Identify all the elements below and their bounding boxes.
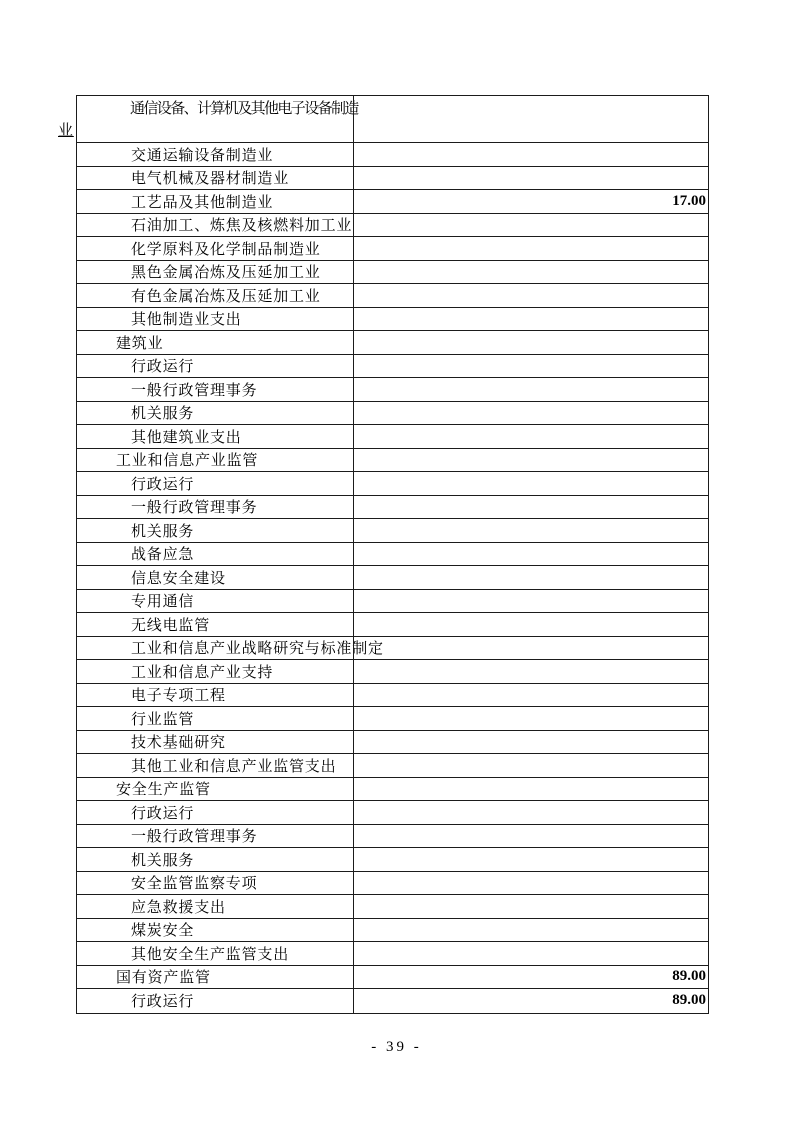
row-label: 工业和信息产业监管 xyxy=(116,453,259,470)
row-label: 建筑业 xyxy=(116,335,164,352)
row-label: 化学原料及化学制品制造业 xyxy=(131,241,321,258)
budget-table xyxy=(58,95,709,1014)
row-value xyxy=(353,825,708,848)
row-value: 17.00 xyxy=(353,190,708,213)
table-row xyxy=(77,237,708,261)
row-label: 黑色金属冶炼及压延加工业 xyxy=(131,265,321,282)
row-value xyxy=(353,355,708,378)
row-label: 行业监管 xyxy=(131,711,195,728)
row-value xyxy=(353,566,708,589)
table-row xyxy=(77,660,708,684)
row-value xyxy=(353,402,708,425)
table-row xyxy=(77,778,708,802)
row-value xyxy=(353,543,708,566)
table-row xyxy=(77,801,708,825)
row-label: 一般行政管理事务 xyxy=(131,829,258,846)
row-label: 行政运行 xyxy=(131,994,195,1011)
table-row xyxy=(77,872,708,896)
row-label: 其他建筑业支出 xyxy=(131,429,242,446)
row-label: 战备应急 xyxy=(131,547,195,564)
row-label: 工艺品及其他制造业 xyxy=(131,194,274,211)
table-row xyxy=(77,613,708,637)
row-label: 交通运输设备制造业 xyxy=(131,147,274,164)
row-value xyxy=(353,449,708,472)
row-value xyxy=(353,308,708,331)
row-label: 信息安全建设 xyxy=(131,570,226,587)
table-row xyxy=(77,143,708,167)
row-label: 机关服务 xyxy=(131,523,195,540)
row-label: 行政运行 xyxy=(131,476,195,493)
row-value xyxy=(353,214,708,237)
row-label: 无线电监管 xyxy=(131,617,211,634)
table-row xyxy=(58,96,708,143)
row-value: 89.00 xyxy=(353,966,708,989)
row-value xyxy=(353,472,708,495)
row-value xyxy=(353,378,708,401)
row-value xyxy=(353,143,708,166)
table-row xyxy=(77,214,708,238)
row-label: 有色金属冶炼及压延加工业 xyxy=(131,288,321,305)
row-value xyxy=(353,637,708,660)
row-value xyxy=(353,801,708,824)
row-label: 机关服务 xyxy=(131,852,195,869)
row-label: 电子专项工程 xyxy=(131,688,226,705)
row-label: 行政运行 xyxy=(131,805,195,822)
table-row xyxy=(77,966,708,990)
table-row xyxy=(77,284,708,308)
table-row xyxy=(77,331,708,355)
row-value xyxy=(353,284,708,307)
row-label: 专用通信 xyxy=(131,594,195,611)
row-label xyxy=(58,96,358,142)
table-row xyxy=(77,731,708,755)
row-label: 其他制造业支出 xyxy=(131,312,242,329)
row-value xyxy=(353,167,708,190)
row-value xyxy=(353,496,708,519)
table-row xyxy=(77,707,708,731)
row-value xyxy=(353,942,708,965)
table-row xyxy=(77,308,708,332)
table-row xyxy=(77,519,708,543)
table-row xyxy=(77,355,708,379)
row-value xyxy=(353,261,708,284)
row-value xyxy=(353,684,708,707)
table-row xyxy=(77,190,708,214)
row-value xyxy=(353,919,708,942)
row-label: 电气机械及器材制造业 xyxy=(131,171,290,188)
row-value xyxy=(353,237,708,260)
row-label: 石油加工、炼焦及核燃料加工业 xyxy=(131,218,353,235)
row-label: 一般行政管理事务 xyxy=(131,382,258,399)
row-label: 行政运行 xyxy=(131,359,195,376)
table-row xyxy=(77,496,708,520)
table-row xyxy=(77,919,708,943)
row-label: 国有资产监管 xyxy=(116,970,211,987)
row-value xyxy=(353,590,708,613)
table-row xyxy=(77,402,708,426)
table-row xyxy=(77,167,708,191)
table-row xyxy=(77,543,708,567)
row-label-line1: 通信设备、计算机及其他电子设备制造 xyxy=(130,101,358,117)
row-label: 其他安全生产监管支出 xyxy=(131,946,290,963)
row-value xyxy=(353,425,708,448)
row-value xyxy=(353,872,708,895)
table-row xyxy=(77,472,708,496)
row-value xyxy=(353,519,708,542)
row-label: 应急救援支出 xyxy=(131,899,226,916)
row-label: 其他工业和信息产业监管支出 xyxy=(131,758,337,775)
row-label: 工业和信息产业战略研究与标准制定 xyxy=(131,641,384,658)
row-label: 技术基础研究 xyxy=(131,735,226,752)
row-label: 安全生产监管 xyxy=(116,782,211,799)
row-value xyxy=(353,754,708,777)
row-label-line2: 业 xyxy=(58,123,74,139)
page-number: - 39 - xyxy=(371,1039,422,1055)
row-value xyxy=(353,848,708,871)
table-row xyxy=(77,942,708,966)
row-value xyxy=(353,895,708,918)
table-row xyxy=(77,449,708,473)
row-value xyxy=(353,331,708,354)
row-value xyxy=(353,731,708,754)
table-row xyxy=(77,684,708,708)
table-row xyxy=(77,378,708,402)
row-label: 机关服务 xyxy=(131,406,195,423)
row-label: 一般行政管理事务 xyxy=(131,500,258,517)
row-value xyxy=(353,707,708,730)
table-row xyxy=(77,895,708,919)
table-row xyxy=(77,261,708,285)
table-row xyxy=(77,825,708,849)
row-label: 工业和信息产业支持 xyxy=(131,664,274,681)
row-label: 安全监管监察专项 xyxy=(131,876,258,893)
table-row xyxy=(77,754,708,778)
table-row xyxy=(77,425,708,449)
row-value xyxy=(353,778,708,801)
table-row xyxy=(77,848,708,872)
row-value: 89.00 xyxy=(353,989,708,1013)
row-label: 煤炭安全 xyxy=(131,923,195,940)
row-value xyxy=(353,613,708,636)
row-value xyxy=(353,660,708,683)
table-row xyxy=(77,590,708,614)
table-row xyxy=(77,566,708,590)
row-value xyxy=(353,96,708,142)
table-row xyxy=(77,637,708,661)
table-row xyxy=(77,989,708,1013)
